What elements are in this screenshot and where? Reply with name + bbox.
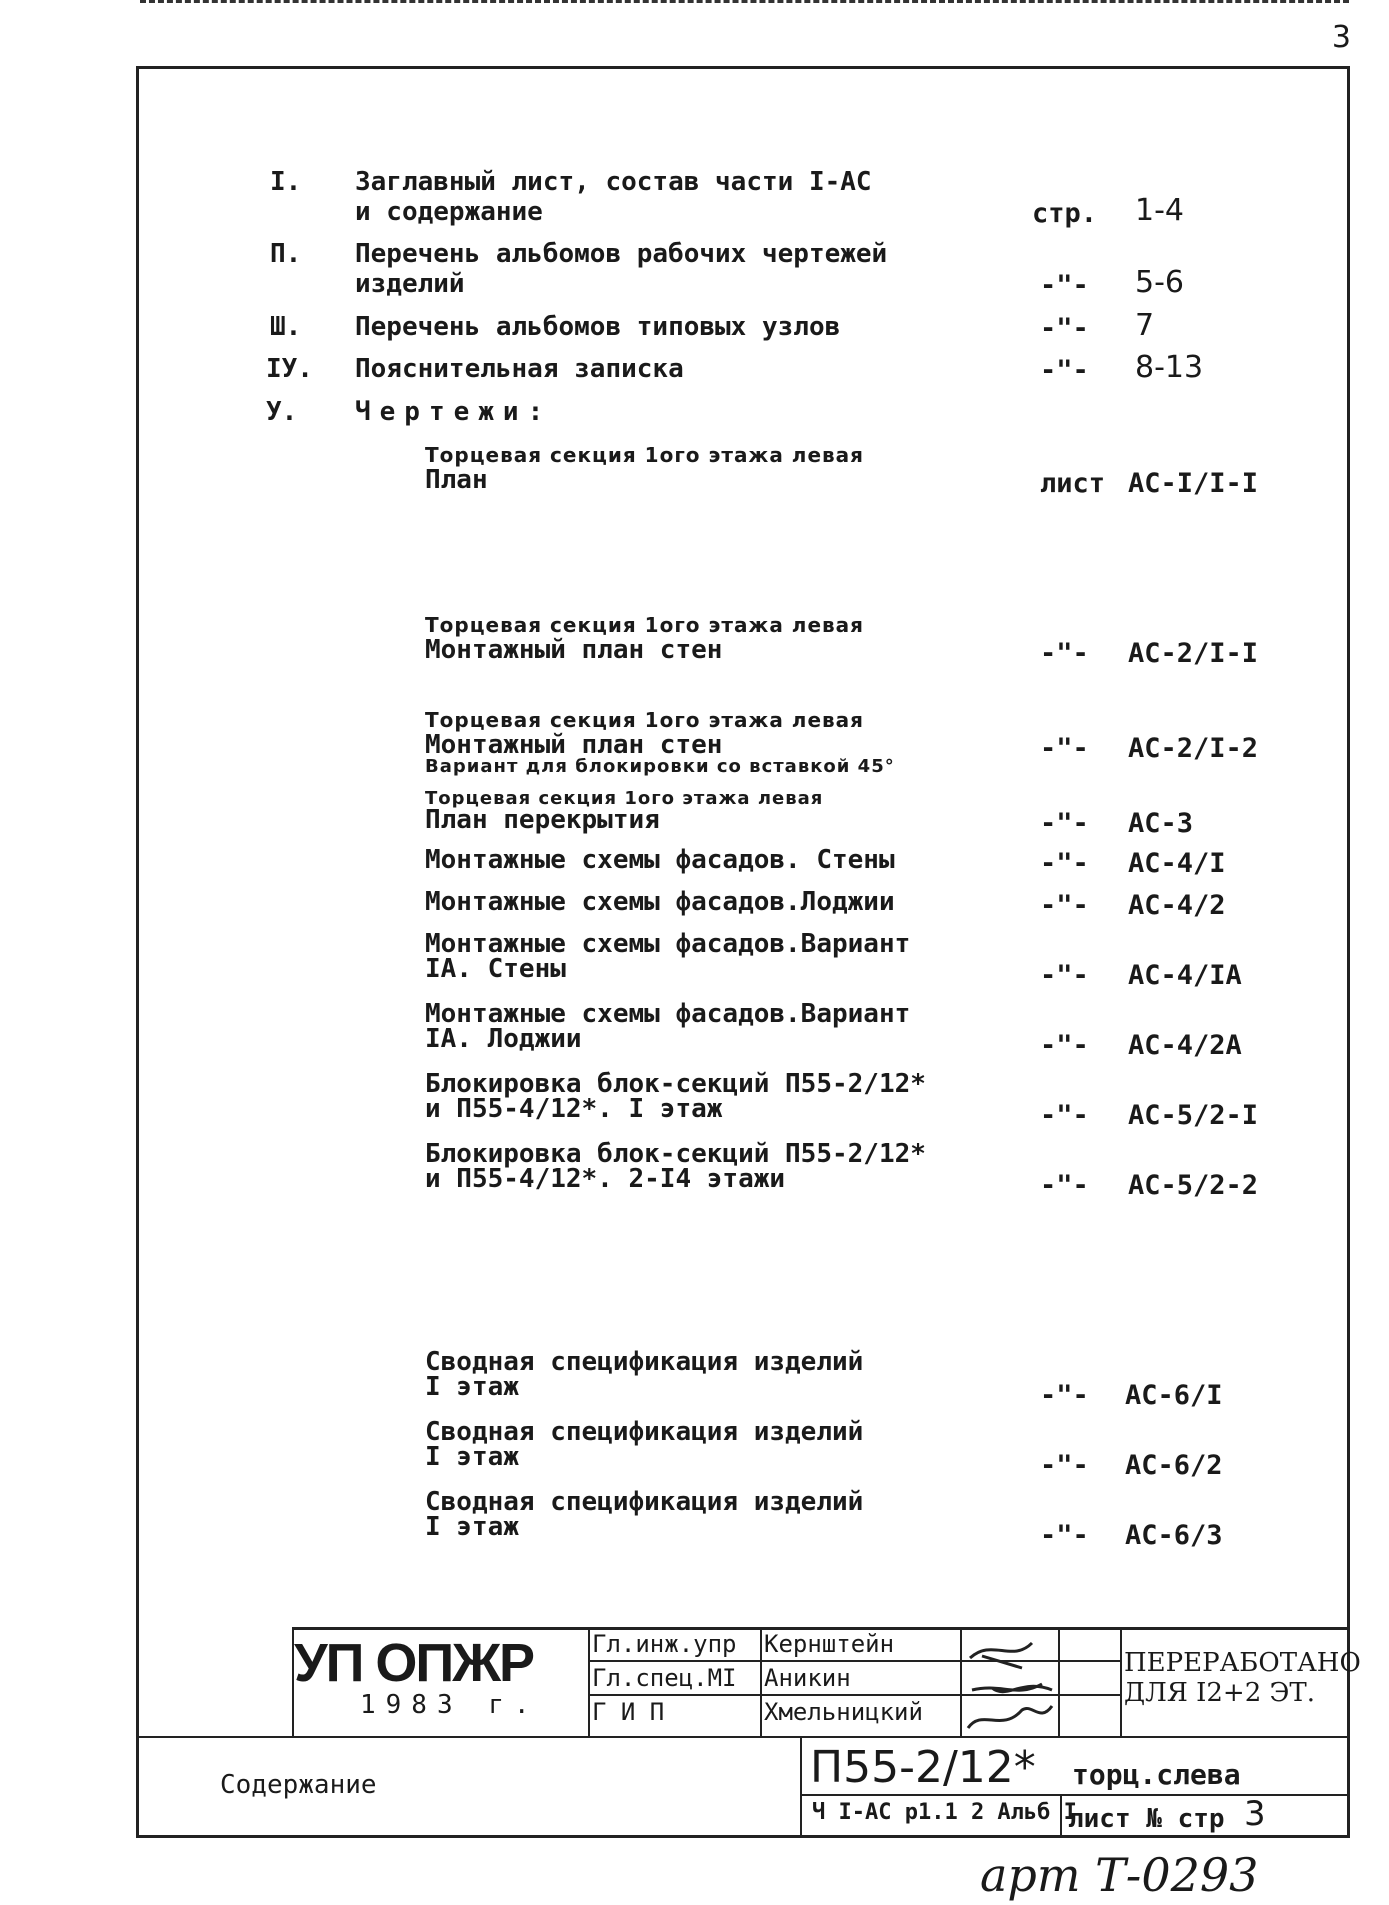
drawing-ref-label: -"- (1040, 960, 1089, 991)
drawing-ref-label: -"- (1040, 890, 1089, 921)
drawing-title: Монтажные схемы фасадов.Лоджии (425, 887, 895, 917)
tb-line (760, 1627, 762, 1737)
drawing-item (425, 1139, 926, 1194)
contents-num: Ш. (270, 312, 302, 342)
drawing-title: и П55-4/12*. 2-I4 этажи (425, 1164, 786, 1194)
drawing-item (425, 999, 911, 1054)
drawing-item (425, 1069, 926, 1124)
contents-ref: 5-6 (1135, 265, 1184, 300)
drawing-title: и П55-4/12*. I этаж (425, 1094, 723, 1124)
drawing-note: Вариант для блокировки со вставкой 45° (425, 756, 895, 777)
org-logo: УП ОПЖР (294, 1633, 534, 1693)
drawing-ref-label: лист (1040, 468, 1106, 499)
drawing-sheet: АС-6/2 (1125, 1450, 1223, 1481)
contents-num: IУ. (266, 354, 313, 384)
drawing-title: План (425, 465, 488, 495)
drawing-ref-label: -"- (1040, 1100, 1089, 1131)
drawing-sheet: АС-3 (1128, 808, 1194, 839)
drawing-title: План перекрытия (425, 805, 660, 835)
contents-ref: 1-4 (1135, 193, 1184, 228)
part-label: Ч I-AC р1.1 2 Альб I (812, 1800, 1077, 1825)
drawing-item (425, 1487, 864, 1542)
drawing-title: Монтажные схемы фасадов.Вариант (425, 999, 911, 1029)
drawing-note: Торцевая секция 1ого этажа левая (425, 708, 865, 732)
org-year: 1983 г. (360, 1690, 540, 1720)
page-number: 3 (1331, 20, 1351, 55)
drawing-item (425, 443, 864, 493)
drawing-title: Блокировка блок-секций П55-2/12* (425, 1139, 926, 1169)
drawing-title: IA. Лоджии (425, 1024, 582, 1054)
contents-title: Перечень альбомов типовых узлов (355, 312, 841, 342)
contents-ref-label: стр. (1032, 198, 1098, 229)
drawing-title: I этаж (425, 1512, 519, 1542)
drawing-title: Монтажный план стен (425, 635, 723, 665)
contents-title: и содержание (355, 197, 543, 227)
drawing-sheet: АС-6/3 (1125, 1520, 1223, 1551)
drawing-note: Торцевая секция 1ого этажа левая (425, 613, 865, 637)
role: Гл.инж.упр (592, 1630, 737, 1658)
drawing-item (425, 887, 895, 917)
drawing-ref-label: -"- (1040, 1450, 1089, 1481)
doc-label: Содержание (220, 1770, 377, 1800)
drawing-title: Монтажный план стен (425, 730, 723, 760)
contents-title: Пояснительная записка (355, 354, 684, 384)
drawing-sheet: АС-4/I (1128, 848, 1226, 879)
drawing-item (425, 708, 895, 776)
contents-ref-label: -"- (1040, 355, 1089, 386)
drawing-sheet: АС-2/I-I (1128, 638, 1259, 669)
contents-title: Перечень альбомов рабочих чертежей (355, 239, 888, 269)
drawing-ref-label: -"- (1040, 733, 1089, 764)
signer-name: Аникин (764, 1664, 851, 1692)
inventory-number: арт Т-0293 (980, 1848, 1259, 1902)
drawing-sheet: АС-2/I-2 (1128, 733, 1259, 764)
signer-name: Кернштейн (764, 1630, 895, 1658)
drawing-title: Сводная спецификация изделий (425, 1417, 864, 1447)
drawing-item (425, 1417, 864, 1472)
contents-ref-label: -"- (1040, 313, 1089, 344)
rework-note: ДЛЯ I2+2 ЭТ. (1124, 1678, 1316, 1708)
tb-line (1120, 1627, 1122, 1737)
drawing-title: I этаж (425, 1372, 519, 1402)
drawing-title: Монтажные схемы фасадов.Вариант (425, 929, 911, 959)
drawing-sheet: АС-4/2 (1128, 890, 1226, 921)
role: Гл.спец.МI (592, 1664, 737, 1692)
doc-code: П55-2/12* (810, 1742, 1036, 1793)
drawing-sheet: АС-4/2A (1128, 1030, 1242, 1061)
drawing-title: Монтажные схемы фасадов. Стены (425, 845, 895, 875)
drawing-ref-label: -"- (1040, 1030, 1089, 1061)
role: Г И П (592, 1698, 665, 1726)
contents-ref: 7 (1135, 308, 1155, 343)
rework-note: ПЕРЕРАБОТАНО (1124, 1648, 1361, 1678)
tb-line (1058, 1627, 1060, 1737)
top-border-line (140, 0, 1349, 7)
contents-title: изделий (355, 269, 465, 299)
drawing-title: Сводная спецификация изделий (425, 1487, 864, 1517)
signer-name: Хмельницкий (764, 1698, 923, 1726)
drawing-ref-label: -"- (1040, 1170, 1089, 1201)
drawing-item (425, 929, 911, 984)
drawing-sheet: АС-5/2-I (1128, 1100, 1259, 1131)
drawing-sheet: АС-6/I (1125, 1380, 1223, 1411)
sheet-label: лист № стр (1068, 1804, 1225, 1834)
drawing-ref-label: -"- (1040, 1520, 1089, 1551)
contents-title: Чертежи: (355, 397, 553, 427)
drawing-ref-label: -"- (1040, 1380, 1089, 1411)
drawing-title: Блокировка блок-секций П55-2/12* (425, 1069, 926, 1099)
drawing-ref-label: -"- (1040, 638, 1089, 669)
drawing-title: Сводная спецификация изделий (425, 1347, 864, 1377)
contents-num: П. (270, 239, 302, 269)
drawing-ref-label: -"- (1040, 808, 1089, 839)
drawing-sheet: АС-5/2-2 (1128, 1170, 1259, 1201)
contents-ref: 8-13 (1135, 350, 1204, 385)
contents-num: I. (270, 167, 302, 197)
contents-title: Заглавный лист, состав части I-AC (355, 167, 872, 197)
drawing-sheet: АС-4/IA (1128, 960, 1242, 991)
drawing-title: I этаж (425, 1442, 519, 1472)
sheet-number: 3 (1244, 1794, 1266, 1834)
drawing-note: Торцевая секция 1ого этажа левая (425, 788, 824, 809)
doc-code-note: торц.слева (1072, 1758, 1241, 1791)
tb-line (800, 1794, 1350, 1796)
signatures (962, 1628, 1058, 1736)
drawing-sheet: АС-I/I-I (1128, 468, 1259, 499)
tb-line (136, 1736, 1350, 1738)
drawing-note: Торцевая секция 1ого этажа левая (425, 443, 865, 467)
drawing-item (425, 845, 895, 875)
tb-line (588, 1627, 590, 1737)
tb-line (800, 1736, 802, 1836)
drawing-ref-label: -"- (1040, 848, 1089, 879)
drawing-item (425, 613, 864, 663)
contents-ref-label: -"- (1040, 270, 1089, 301)
drawing-item (425, 1347, 864, 1402)
contents-num: У. (266, 397, 298, 427)
drawing-title: IA. Стены (425, 954, 566, 984)
drawing-item (425, 790, 823, 833)
